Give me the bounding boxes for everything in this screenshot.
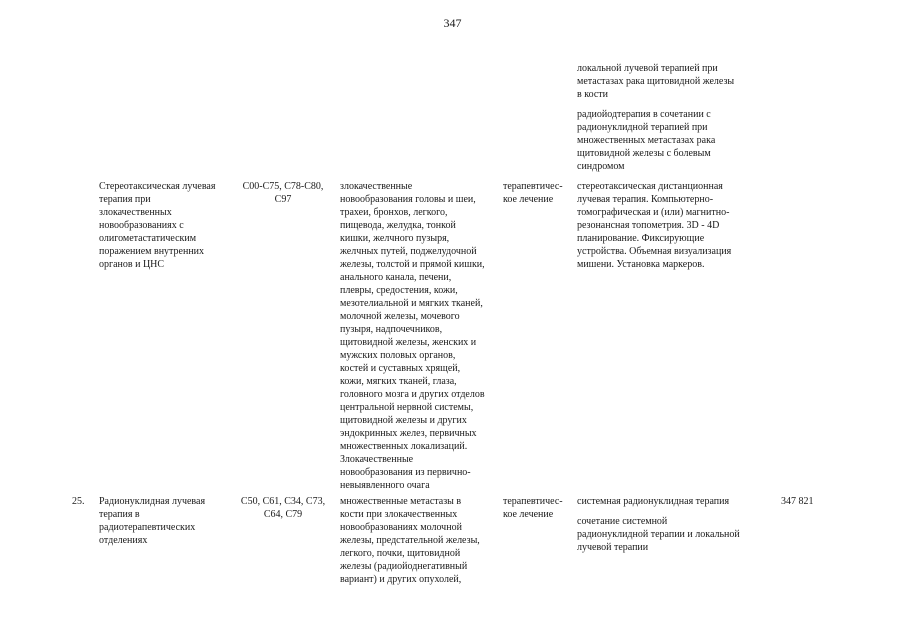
text-line: анального канала, печени, [340,272,452,283]
text-line: кости при злокачественных [340,509,458,520]
text-line: стереотаксическая дистанционная [577,181,723,192]
radionuclide-method-1 [577,495,729,508]
text-line: вариант) и других опухолей, [340,574,462,585]
text-line: центральной нервной системы, [340,402,474,413]
cost-value: 347 821 [781,496,814,507]
stereotactic-codes [232,180,334,206]
text-line: молочной железы, мочевого [340,311,460,322]
radionuclide-treatment [503,495,563,521]
text-line: пузыря, надпочечников, [340,324,443,335]
text-line: железы, предстательной железы, [340,535,480,546]
stereotactic-treatment [503,180,563,206]
text-line: плевры, средостения, кожи, [340,285,458,296]
text-line: эндокринных желез, первичных [340,428,477,439]
text-line: Радионуклидная лучевая [99,496,206,507]
stereotactic-model [340,180,485,492]
radionuclide-method-2 [577,515,740,554]
text-line: злокачественные [340,181,413,192]
row-number: 25. [72,496,85,507]
text-line: устройства. Объемная визуализация [577,246,732,257]
stereotactic-name [99,180,215,271]
text-line: невыявленного очага [340,480,430,491]
text-line: кожи, мягких тканей, глаза, [340,376,457,387]
text-line: железы, толстой и прямой кишки, [340,259,485,270]
text-line: лучевая терапия. Компьютерно- [577,194,714,205]
text-line: C00-C75, C78-C80, [242,181,324,192]
text-line: щитовидной железы и других [340,415,467,426]
text-line: олигометастатическим [99,233,197,244]
text-line: поражением внутренних [99,246,205,257]
text-line: желчных путей, поджелудочной [340,246,477,257]
text-line: лучевой терапии [577,542,649,553]
text-line: радиойодтерапия в сочетании с [577,109,711,120]
text-line: терапия в [99,509,140,520]
radionuclide-model [340,495,480,586]
text-line: C97 [274,194,292,205]
text-line: томографическая и (или) магнитно- [577,207,730,218]
text-line: мишени. Установка маркеров. [577,259,705,270]
continuation-method-2 [577,108,715,173]
text-line: радионуклидной терапией при [577,122,708,133]
text-line: C64, C79 [263,509,303,520]
text-line: щитовидной железы с болевым [577,148,711,159]
text-line: головного мозга и других отделов [340,389,485,400]
text-line: радиотерапевтических [99,522,196,533]
text-line: локальной лучевой терапией при [577,63,718,74]
text-line: C50, C61, C34, C73, [240,496,326,507]
text-line: резонансная топометрия. 3D - 4D [577,220,720,231]
text-line: терапия при [99,194,151,205]
text-line: кишки, желчного пузыря, [340,233,450,244]
text-line: множественных локализаций. [340,441,468,452]
radionuclide-name [99,495,205,547]
text-line: множественные метастазы в [340,496,462,507]
text-line: мезотелиальной и мягких тканей, [340,298,483,309]
text-line: злокачественных [99,207,172,218]
text-line: щитовидной железы, женских и [340,337,477,348]
text-line: железы (радиойоднегативный [340,561,468,572]
text-line: органов и ЦНС [99,259,165,270]
text-line: Стереотаксическая лучевая [99,181,216,192]
text-line: новообразования головы и шеи, [340,194,476,205]
text-line: терапевтичес- [503,181,563,192]
text-line: трахеи, бронхов, легкого, [340,207,448,218]
page-number: 347 [443,16,462,30]
text-line: мужских половых органов, [340,350,456,361]
text-line: новообразованиях молочной [340,522,462,533]
text-line: костей и суставных хрящей, [340,363,461,374]
text-line: Злокачественные [340,454,414,465]
text-line: сочетание системной [577,516,668,527]
radionuclide-codes [232,495,334,521]
text-line: отделениях [99,535,148,546]
text-line: терапевтичес- [503,496,563,507]
text-line: кое лечение [503,194,554,205]
text-line: кое лечение [503,509,554,520]
stereotactic-method [577,180,731,271]
text-line: синдромом [577,161,625,172]
text-line: планирование. Фиксирующие [577,233,705,244]
text-line: новообразованиях с [99,220,184,231]
continuation-method [577,62,734,101]
text-line: в кости [577,89,608,100]
text-line: пищевода, желудка, тонкой [340,220,456,231]
text-line: легкого, почки, щитовидной [340,548,461,559]
text-line: радионуклидной терапии и локальной [577,529,740,540]
text-line: метастазах рака щитовидной железы [577,76,735,87]
text-line: множественных метастазах рака [577,135,716,146]
text-line: системная радионуклидная терапия [577,496,730,507]
text-line: новообразования из первично- [340,467,471,478]
